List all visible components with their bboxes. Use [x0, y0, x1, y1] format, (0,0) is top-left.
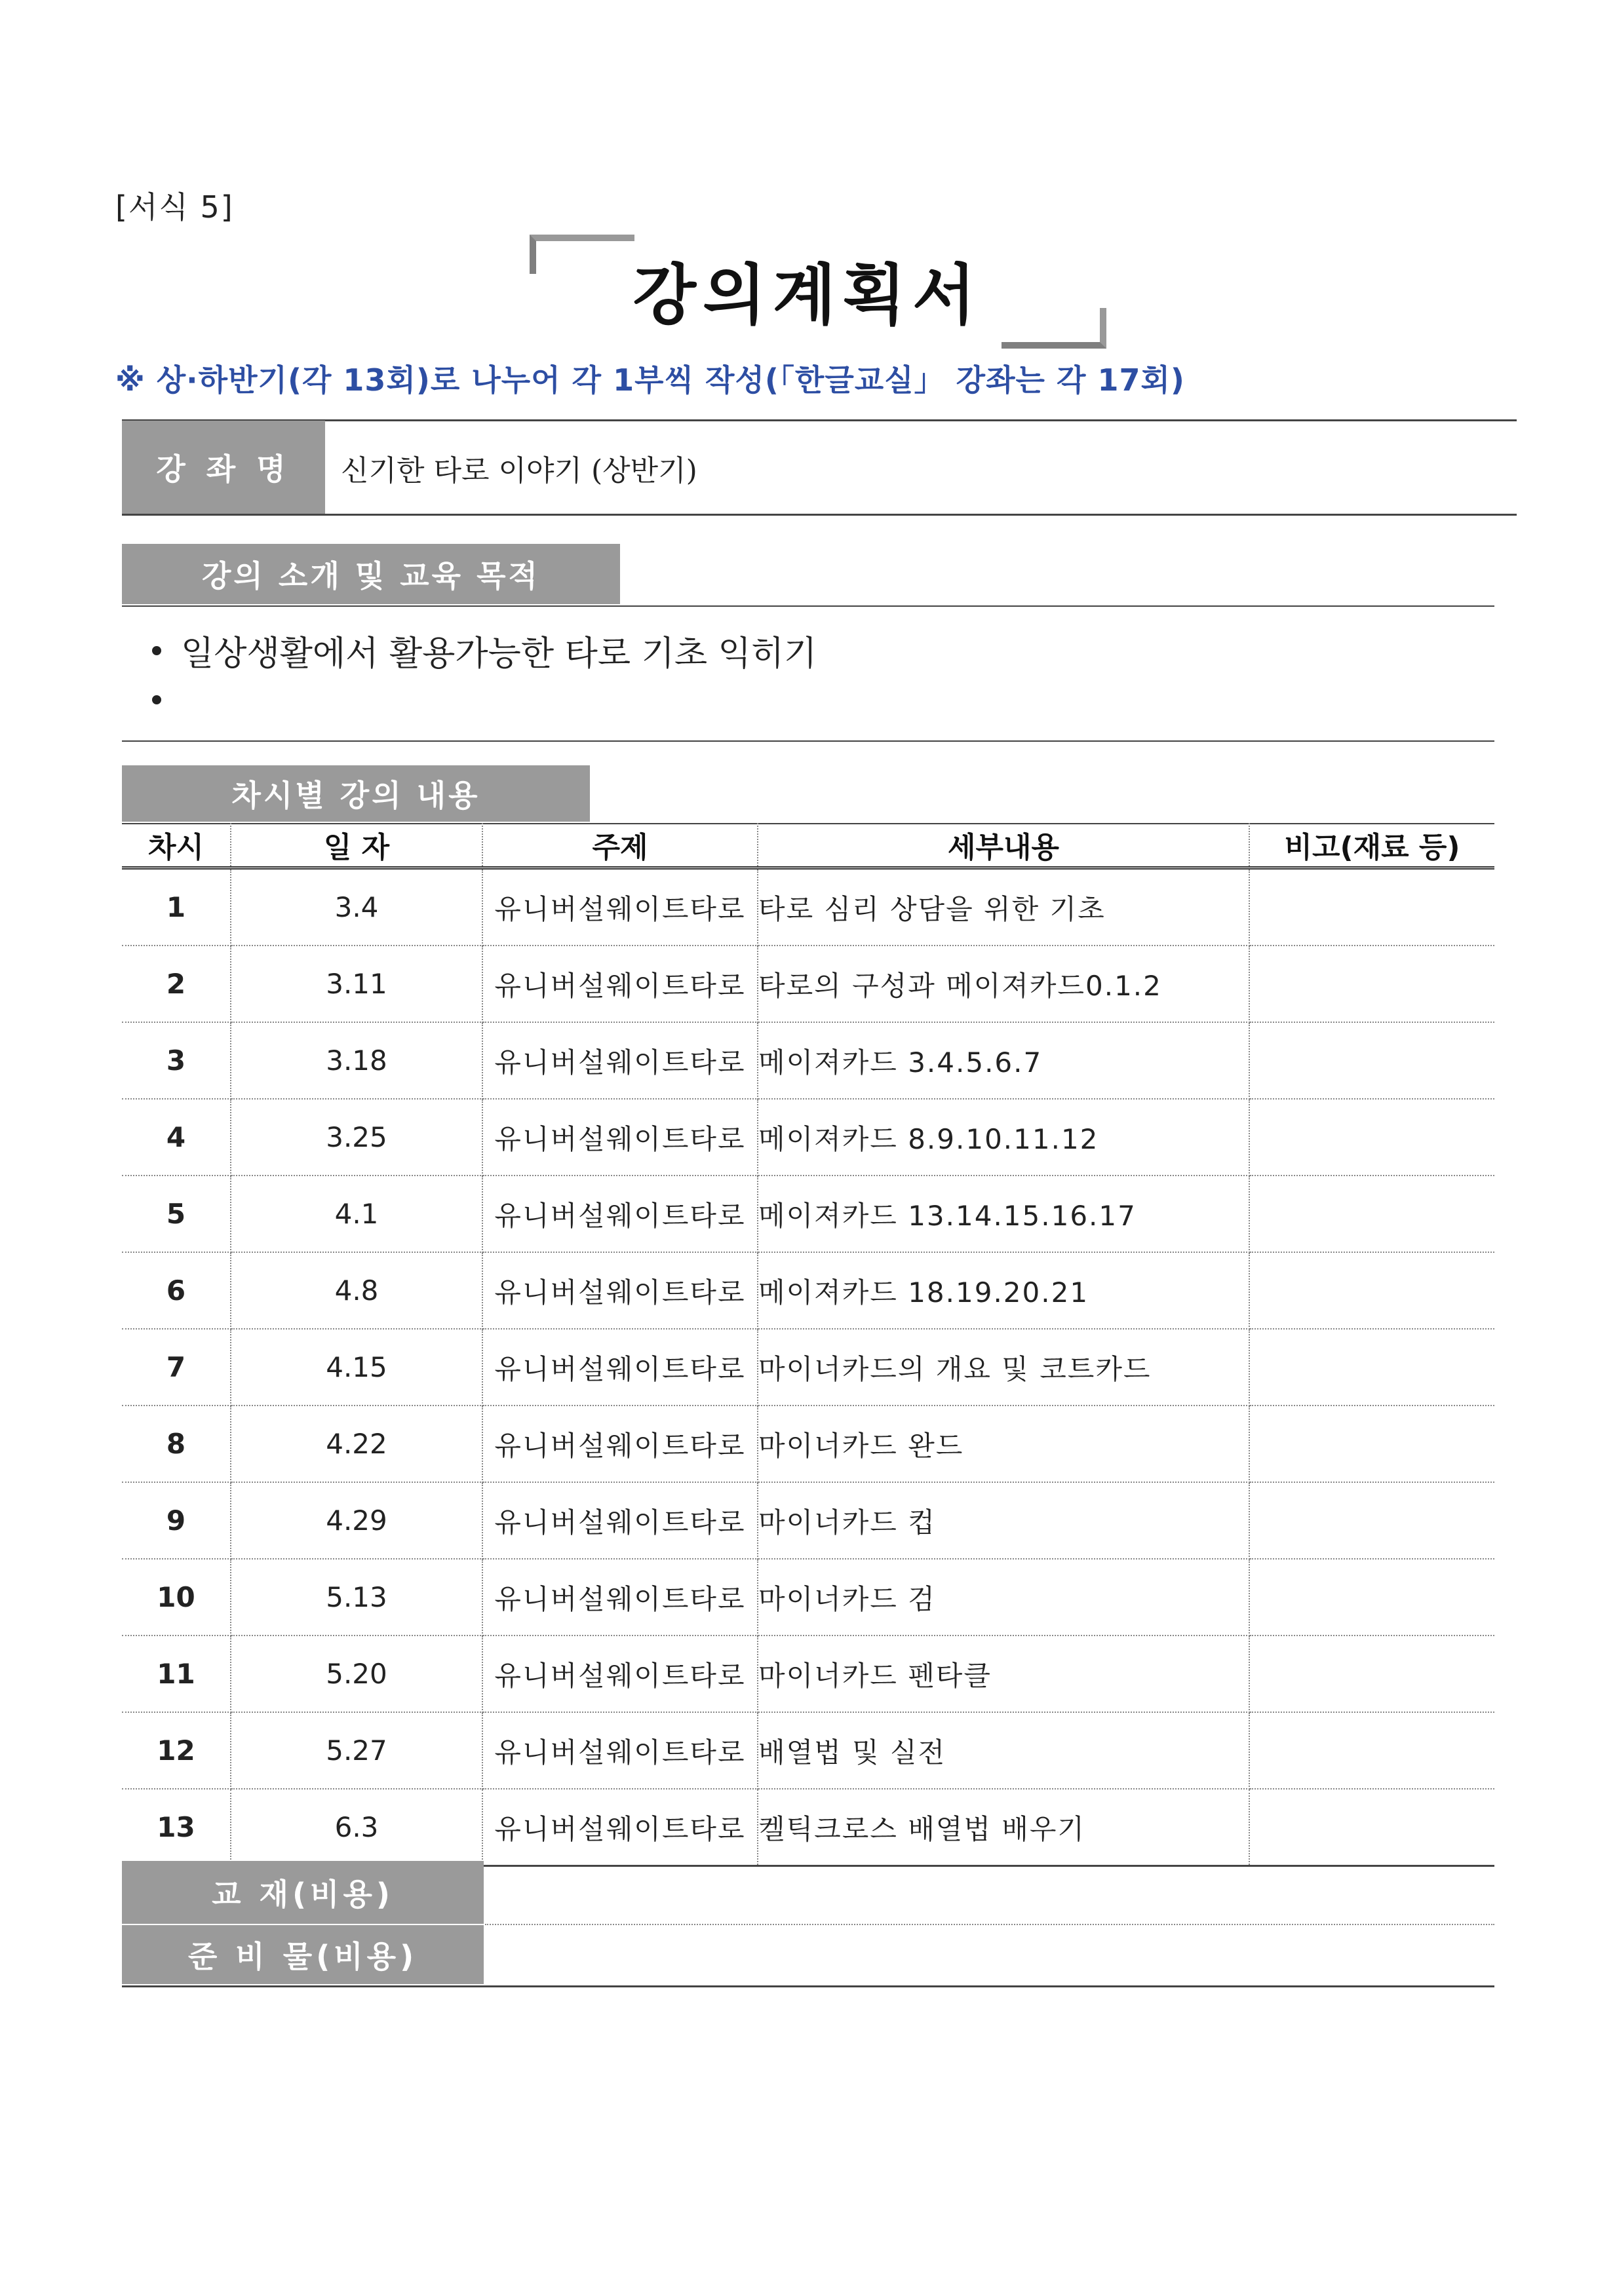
session-detail: 마이너카드 컵	[758, 1482, 1249, 1559]
session-note	[1249, 1482, 1494, 1559]
table-row	[122, 1636, 1494, 1712]
header-note: 비고(재료 등)	[1284, 831, 1460, 864]
session-note	[1249, 1789, 1494, 1866]
table-row	[122, 1789, 1494, 1866]
course-top-rule	[122, 419, 1517, 421]
session-number: 6	[122, 1252, 231, 1329]
session-date: 4.22	[231, 1406, 482, 1482]
form-bottom-rule	[122, 1985, 1494, 1987]
bullet-icon	[152, 646, 161, 655]
session-date: 4.15	[231, 1329, 482, 1406]
schedule-section-label: 차시별 강의 내용	[122, 765, 590, 822]
bullet-icon	[152, 695, 161, 704]
session-topic: 유니버설웨이트타로	[482, 946, 758, 1022]
session-number: 4	[122, 1099, 231, 1176]
table-row	[122, 1099, 1494, 1176]
form-number: [서식 5]	[115, 189, 234, 225]
session-number: 8	[122, 1406, 231, 1482]
session-topic: 유니버설웨이트타로	[482, 1176, 758, 1252]
supplies-label: 준 비 물(비용)	[122, 1925, 484, 1984]
session-number: 7	[122, 1329, 231, 1406]
session-date: 6.3	[231, 1789, 482, 1866]
session-date: 3.18	[231, 1022, 482, 1099]
intro-bottom-rule	[122, 740, 1494, 742]
session-topic: 유니버설웨이트타로	[482, 1789, 758, 1866]
session-topic: 유니버설웨이트타로	[482, 1406, 758, 1482]
session-date: 3.4	[231, 868, 482, 946]
session-topic: 유니버설웨이트타로	[482, 1559, 758, 1636]
session-date: 4.1	[231, 1176, 482, 1252]
session-topic: 유니버설웨이트타로	[482, 868, 758, 946]
session-topic: 유니버설웨이트타로	[482, 1099, 758, 1176]
table-row	[122, 1022, 1494, 1099]
session-detail: 타로의 구성과 메이져카드0.1.2	[758, 946, 1249, 1022]
session-date: 5.27	[231, 1712, 482, 1789]
session-topic: 유니버설웨이트타로	[482, 1482, 758, 1559]
supplies-value	[485, 1925, 1494, 1984]
course-bottom-rule	[122, 514, 1517, 516]
table-row	[122, 1176, 1494, 1252]
session-topic: 유니버설웨이트타로	[482, 1329, 758, 1406]
session-detail: 켈틱크로스 배열법 배우기	[758, 1789, 1249, 1866]
session-note	[1249, 868, 1494, 946]
session-number: 11	[122, 1636, 231, 1712]
intro-section-label: 강의 소개 및 교육 목적	[122, 544, 620, 604]
session-detail: 메이져카드 13.14.15.16.17	[758, 1176, 1249, 1252]
table-row	[122, 1482, 1494, 1559]
session-topic: 유니버설웨이트타로	[482, 1022, 758, 1099]
intro-bullet-2	[152, 681, 181, 718]
schedule-header-row	[122, 823, 1494, 868]
session-note	[1249, 1636, 1494, 1712]
session-detail: 배열법 및 실전	[758, 1712, 1249, 1789]
table-row	[122, 946, 1494, 1022]
table-row	[122, 1329, 1494, 1406]
session-number: 2	[122, 946, 231, 1022]
session-number: 10	[122, 1559, 231, 1636]
session-note	[1249, 1252, 1494, 1329]
session-number: 9	[122, 1482, 231, 1559]
session-note	[1249, 1022, 1494, 1099]
session-detail: 마이너카드의 개요 및 코트카드	[758, 1329, 1249, 1406]
session-note	[1249, 1176, 1494, 1252]
session-note	[1249, 1712, 1494, 1789]
session-date: 3.11	[231, 946, 482, 1022]
session-note	[1249, 946, 1494, 1022]
page-title: 강의계획서	[632, 257, 983, 334]
course-name-value: 신기한 타로 이야기 (상반기)	[341, 454, 697, 488]
course-name-label: 강 좌 명	[122, 421, 325, 514]
session-note	[1249, 1559, 1494, 1636]
table-row	[122, 868, 1494, 946]
table-row	[122, 1712, 1494, 1789]
session-date: 5.13	[231, 1559, 482, 1636]
session-detail: 타로 심리 상담을 위한 기초	[758, 868, 1249, 946]
session-topic: 유니버설웨이트타로	[482, 1712, 758, 1789]
header-date: 일 자	[231, 823, 482, 868]
session-note	[1249, 1329, 1494, 1406]
table-row	[122, 1559, 1494, 1636]
header-session: 차시	[122, 823, 231, 868]
header-detail: 세부내용	[758, 823, 1249, 868]
intro-bullet-text: 일상생활에서 활용가능한 타로 기초 익히기	[181, 634, 817, 674]
session-detail: 마이너카드 완드	[758, 1406, 1249, 1482]
session-number: 12	[122, 1712, 231, 1789]
table-row	[122, 1252, 1494, 1329]
session-note	[1249, 1406, 1494, 1482]
intro-bullet-1	[152, 626, 817, 675]
session-date: 5.20	[231, 1636, 482, 1712]
session-detail: 메이져카드 3.4.5.6.7	[758, 1022, 1249, 1099]
session-date: 4.29	[231, 1482, 482, 1559]
session-date: 3.25	[231, 1099, 482, 1176]
session-number: 13	[122, 1789, 231, 1866]
session-detail: 메이져카드 18.19.20.21	[758, 1252, 1249, 1329]
session-detail: 마이너카드 펜타클	[758, 1636, 1249, 1712]
session-date: 4.8	[231, 1252, 482, 1329]
session-number: 5	[122, 1176, 231, 1252]
session-note	[1249, 1099, 1494, 1176]
schedule-table	[122, 823, 1494, 1867]
session-number: 1	[122, 868, 231, 946]
textbook-value	[485, 1861, 1494, 1924]
header-topic: 주제	[482, 823, 758, 868]
session-detail: 메이져카드 8.9.10.11.12	[758, 1099, 1249, 1176]
table-row	[122, 1406, 1494, 1482]
textbook-label: 교 재(비용)	[122, 1861, 484, 1924]
session-topic: 유니버설웨이트타로	[482, 1252, 758, 1329]
session-number: 3	[122, 1022, 231, 1099]
session-detail: 마이너카드 검	[758, 1559, 1249, 1636]
notice-text: ※ 상·하반기(각 13회)로 나누어 각 1부씩 작성(「한글교실」 강좌는 각 17회)	[115, 362, 1185, 398]
session-topic: 유니버설웨이트타로	[482, 1636, 758, 1712]
intro-top-rule	[122, 605, 1494, 607]
